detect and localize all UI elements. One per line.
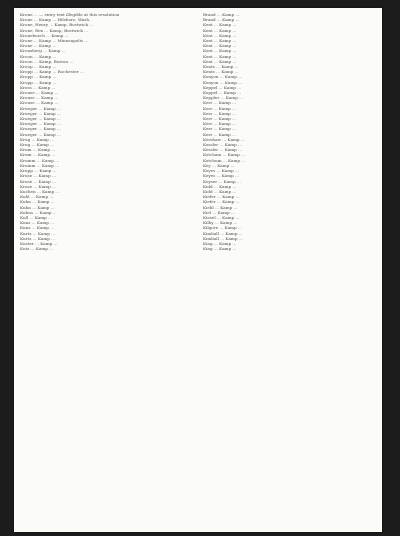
directory-entry: Kurtz ... Kamp ... [20,230,56,236]
directory-entry: Kruse ... Kamp ... [20,178,56,184]
directory-entry: Kruse ... Kamp ... [20,183,56,189]
directory-entry: Krug ... Kamp ... [20,136,54,142]
directory-entry: Kent ... Kamp ... [203,58,237,64]
directory-entry: Kerr ... Kamp ... [203,121,236,127]
directory-entry: Kross ... Kamp ... [20,84,56,90]
directory-entry: Kent ... Kamp ... [203,48,237,54]
directory-entry: Kilby ... Kamp ... [203,220,238,226]
directory-entry: Kroon ... Kamp, Boston ... [20,58,74,64]
directory-entry: Krouse ... Kamp ... [20,100,59,106]
directory-entry: Krouse ... Kamp ... [20,90,59,96]
directory-entry: Kenyon ... Kamp ... [203,79,243,85]
directory-entry: Kiel ... Kamp ... [203,209,235,215]
directory-entry: Kerr ... Kamp ... [203,116,236,122]
left-column [20,12,196,526]
directory-entry: Kull ... Kamp ... [20,214,52,220]
directory-entry: Kentz ... Kamp ... [203,64,239,70]
directory-entry: Kilgore ... Kamp ... [203,225,242,231]
directory-entry: Kuchen ... Kamp ... [20,188,60,194]
directory-entry: Krueger ... Kamp ... [20,105,61,111]
directory-entry: Kuhn ... Kamp ... [20,204,55,210]
directory-entry: Kuster ... Kamp ... [20,240,58,246]
directory-entry: Kessler ... Kamp ... [203,147,242,153]
directory-entry: Kidd ... Kamp ... [203,183,237,189]
directory-entry: Brand ... Kamp ... [203,12,240,17]
directory-entry: Keyser ... Kamp ... [203,178,241,184]
directory-entry: Kimball ... Kamp ... [203,235,243,241]
directory-entry: Kiefer ... Kamp ... [203,194,240,200]
directory-entry: Kent ... Kamp ... [203,22,237,28]
directory-entry: Krone ... Kamp ... Hilsboro, Wash. [20,17,91,23]
directory-entry: Krueger ... Kamp ... [20,121,61,127]
directory-entry: Kurtz ... Kamp ... [20,235,56,241]
directory-entry: King ... Kamp ... [203,246,237,252]
directory-entry: Krum ... Kamp ... [20,147,56,153]
directory-entry: Krueger ... Kamp ... [20,126,61,132]
directory-entry: Kent ... Kamp ... [203,43,237,49]
directory-entry: Krum ... Kamp ... [20,152,56,158]
directory-entry: Krone ... — entry text illegible at this resolution [20,12,120,17]
document-page [14,8,382,532]
directory-entry: King ... Kamp ... [203,240,237,246]
directory-entry: Kerr ... Kamp ... [203,126,236,132]
directory-entry: Krone ... Kamp ... Minneapolis ... [20,38,89,44]
directory-entry: Keyes ... Kamp ... [203,168,239,174]
directory-entry: Kenyon ... Kamp ... [203,74,243,80]
directory-entry: Keyes ... Kamp ... [203,173,239,179]
directory-entry: Kutz ... Kamp ... [20,246,54,252]
directory-entry: Kentz ... Kamp ... [203,69,239,75]
directory-entry: Kruse ... Kamp ... [20,173,56,179]
directory-entry: Krone ... Kamp ... [20,43,57,49]
directory-entry: Kropp ... Kamp ... [20,79,57,85]
directory-entry: Kershaw ... Kamp ... [203,136,245,142]
directory-entry: Kronsberg ... Kamp ... [20,48,66,54]
column-gutter [198,14,199,524]
directory-entry: Kroop ... Kamp ... [20,64,57,70]
directory-entry: Kent ... Kamp ... [203,32,237,38]
directory-entry: Kessler ... Kamp ... [203,142,242,148]
directory-entry: Krupp ... Kamp ... [20,168,57,174]
directory-entry: Kuhn ... Kamp ... [20,199,55,205]
directory-entry: Keppler ... Kamp ... [203,95,244,101]
directory-entry: Krone, Henry ... Kamp, Bostwick ... [20,22,94,28]
directory-entry: Krueger ... Kamp ... [20,131,61,137]
directory-entry: Kropp ... Kamp ... [20,74,57,80]
directory-entry: Ketcham ... Kamp ... [203,152,245,158]
directory-entry: Kropp ... Kamp ... Rochester ... [20,69,84,75]
directory-entry: Kunz ... Kamp ... [20,225,55,231]
directory-entry: Kroon ... Kamp ... [20,53,57,59]
directory-entry: Kent ... Kamp ... [203,38,237,44]
directory-entry: Kimball ... Kamp ... [203,230,243,236]
directory-entry: Kiehl ... Kamp ... [203,204,238,210]
directory-entry: Krouse ... Kamp ... [20,95,59,101]
right-column [203,12,379,526]
directory-entry: Kent ... Kamp ... [203,27,237,33]
directory-entry: Kunz ... Kamp ... [20,220,55,226]
directory-entry: Kerr ... Kamp ... [203,105,236,111]
directory-entry: Krumm ... Kamp ... [20,162,60,168]
directory-entry: Kerr ... Kamp ... [203,110,236,116]
directory-entry: Krug ... Kamp ... [20,142,54,148]
directory-entry: Kuhl ... Kamp ... [20,194,54,200]
directory-entry: Krone, Rex ... Kamp, Bostwick ... [20,27,89,33]
directory-entry: Keppel ... Kamp ... [203,90,242,96]
directory-entry: Krumm ... Kamp ... [20,157,60,163]
directory-entry: Krueger ... Kamp ... [20,110,61,116]
directory-entry: Kidd ... Kamp ... [203,188,237,194]
directory-entry: Ketchum ... Kamp ... [203,157,246,163]
directory-entry: Kent ... Kamp ... [203,53,237,59]
directory-entry: Kuhns ... Kamp ... [20,209,57,215]
directory-entry: Key ... Kamp ... [203,162,235,168]
directory-entry: Kiefer ... Kamp ... [203,199,240,205]
directory-entry: Keppel ... Kamp ... [203,84,242,90]
directory-entry: Kiesel ... Kamp ... [203,214,240,220]
directory-entry: Kerr ... Kamp ... [203,131,236,137]
directory-entry: Kerr ... Kamp ... [203,100,236,106]
directory-entry: Kronebusch ... Kamp ... [20,32,69,38]
directory-entry: Brand ... Kamp ... [203,17,240,23]
directory-entry: Krueger ... Kamp ... [20,116,61,122]
